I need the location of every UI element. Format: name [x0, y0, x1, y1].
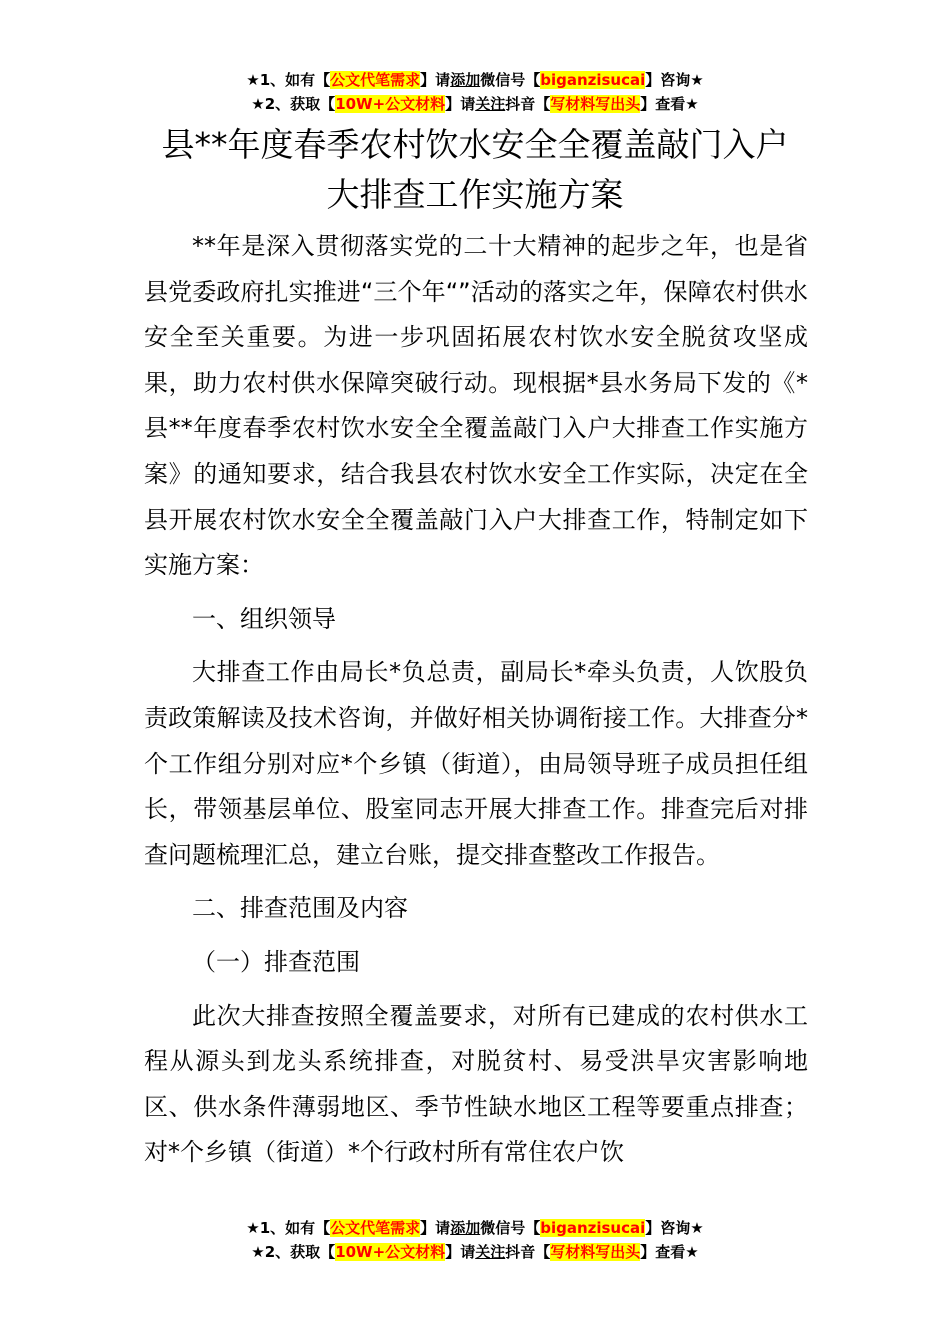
promo-text: 】咨询★	[645, 71, 704, 89]
subsection-1-heading: （一）排查范围	[192, 947, 360, 976]
promo-underline: 关注	[475, 1243, 506, 1261]
promo-underline: 关注	[475, 95, 506, 113]
intro-paragraph: **年是深入贯彻落实党的二十大精神的起步之年，也是省县党委政府扎实推进“三个年“”活动的落实之年，保障农村供水安全至关重要。为进一步巩固拓展农村饮水安全脱贫攻坚成果，助力农村供水保障突破行动。现根据*县水务局下发的《*县**年度春季农村饮水安全全覆盖敲门入户大排查工作实施方案》的通知要求，结合我县农村饮水安全工作实际，决定在全县开展农村饮水安全全覆盖敲门入户大排查工作，特制定如下实施方案：	[144, 232, 808, 580]
promo-text: ★2、获取【	[251, 1243, 336, 1261]
promo-text: 】查看★	[640, 95, 699, 113]
promo-text: 】咨询★	[645, 1219, 704, 1237]
title-line-1: 县**年度春季农村饮水安全全覆盖敲门入户	[161, 125, 789, 164]
promo-text: 微信号【	[480, 71, 541, 89]
promo-text: ★1、如有【	[246, 1219, 331, 1237]
subsection-1-paragraph: 此次大排查按照全覆盖要求，对所有已建成的农村供水工程从源头到龙头系统排查，对脱贫村、易受洪旱灾害影响地区、供水条件薄弱地区、季节性缺水地区工程等要重点排查；对*个乡镇（街道）*个行政村所有常住农户饮	[144, 1001, 808, 1167]
promo-highlight: 写材料写出头	[550, 95, 641, 113]
promo-banner-top	[0, 68, 950, 116]
title-line-2: 大排查工作实施方案	[326, 175, 624, 214]
promo-highlight: 10W+公文材料	[335, 1243, 446, 1261]
promo-text: 】请	[445, 1243, 476, 1261]
promo-text: 】请	[445, 95, 476, 113]
promo-highlight: 公文代笔需求	[330, 71, 421, 89]
promo-highlight: 写材料写出头	[550, 1243, 641, 1261]
section-1-heading: 一、组织领导	[192, 604, 336, 633]
promo-highlight: 公文代笔需求	[330, 1219, 421, 1237]
promo-text: ★1、如有【	[246, 71, 331, 89]
promo-line-2	[0, 1240, 950, 1264]
promo-line-1	[0, 68, 950, 92]
promo-highlight: 10W+公文材料	[335, 95, 446, 113]
promo-text: ★2、获取【	[251, 95, 336, 113]
promo-text: 抖音【	[505, 95, 551, 113]
promo-text: 】请	[420, 1219, 451, 1237]
promo-line-2	[0, 92, 950, 116]
promo-text: 】请	[420, 71, 451, 89]
promo-banner-bottom	[0, 1216, 950, 1264]
promo-underline: 添加	[450, 71, 481, 89]
section-1-paragraph: 大排查工作由局长*负总责，副局长*牵头负责，人饮股负责政策解读及技术咨询，并做好相关协调衔接工作。大排查分*个工作组分别对应*个乡镇（街道），由局领导班子成员担任组长，带领基层单位、股室同志开展大排查工作。排查完后对排查问题梳理汇总，建立台账，提交排查整改工作报告。	[144, 658, 808, 869]
promo-underline: 添加	[450, 1219, 481, 1237]
promo-text: 抖音【	[505, 1243, 551, 1261]
promo-text: 微信号【	[480, 1219, 541, 1237]
promo-text: 】查看★	[640, 1243, 699, 1261]
section-2-heading: 二、排查范围及内容	[192, 894, 408, 923]
promo-line-1	[0, 1216, 950, 1240]
promo-highlight: biganzisucai	[540, 1219, 646, 1237]
document-title	[0, 120, 950, 220]
promo-highlight: biganzisucai	[540, 71, 646, 89]
document-body	[144, 224, 808, 1176]
